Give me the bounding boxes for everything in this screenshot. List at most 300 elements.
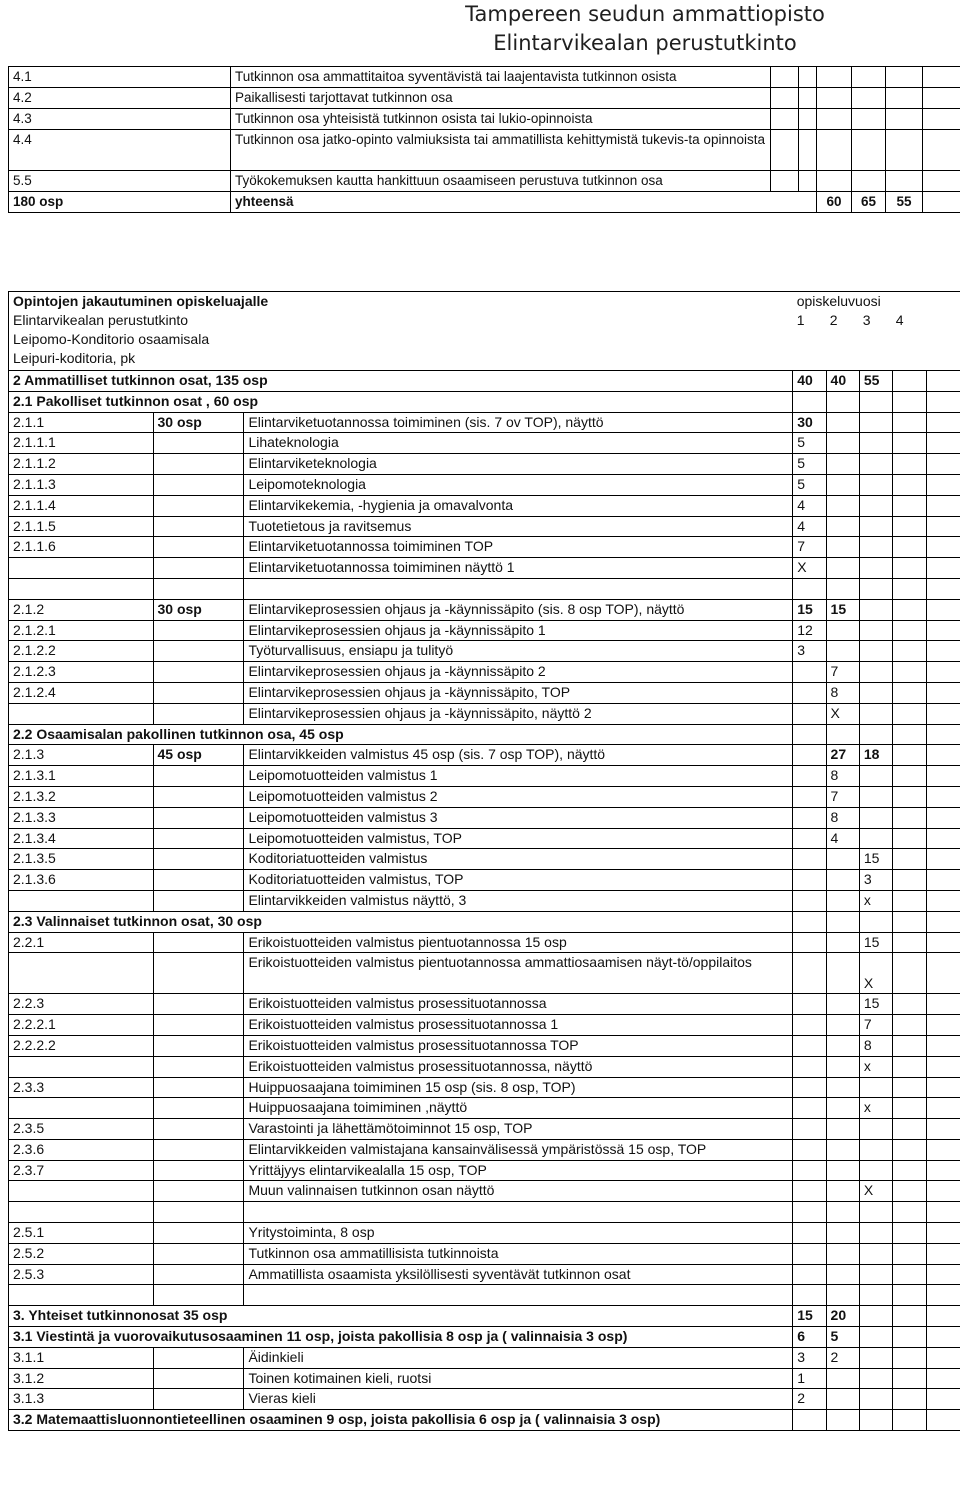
year-4-value: [893, 391, 926, 412]
main-table-row: [9, 1202, 960, 1223]
row-name: Elintarvikeprosessien ohjaus ja -käynnissäpito 2: [244, 662, 793, 683]
section-title: 3. Yhteiset tutkinnonosat 35 osp: [9, 1306, 793, 1327]
year-4-value: [893, 454, 926, 475]
year-1-value: [793, 1264, 826, 1285]
year-2-value: [826, 1098, 859, 1119]
empty-cell: [886, 88, 923, 109]
year-4-value: [893, 662, 926, 683]
empty-cell: [923, 67, 960, 88]
year-1-value: [793, 1077, 826, 1098]
year-1-value: X: [793, 558, 826, 579]
main-table-row: [9, 1285, 960, 1306]
empty-cell: [926, 1347, 960, 1368]
row-name: Huippuosaajana toimiminen ,näyttö: [244, 1098, 793, 1119]
main-table-row: [9, 953, 960, 994]
year-4-value: [893, 433, 926, 454]
year-4-value: [893, 1327, 926, 1348]
year-2-value: 8: [826, 766, 859, 787]
main-table-row: [9, 1410, 960, 1431]
empty-cell: [926, 454, 960, 475]
row-name: Leipomotuotteiden valmistus 2: [244, 786, 793, 807]
main-table-row: [9, 849, 960, 870]
year-number: 4: [895, 312, 904, 328]
empty-cell: [926, 1160, 960, 1181]
empty-cell: [926, 849, 960, 870]
row-code: [9, 703, 154, 724]
year-2-value: 8: [826, 807, 859, 828]
year-1-value: 3: [793, 641, 826, 662]
year-1-value: [793, 578, 826, 599]
main-header-row: [9, 292, 960, 371]
row-name: Muun valinnaisen tutkinnon osan näyttö: [244, 1181, 793, 1202]
row-osp: [153, 433, 244, 454]
year-1-value: 5: [793, 454, 826, 475]
row-code: 2.1.2.3: [9, 662, 154, 683]
row-osp: [153, 1285, 244, 1306]
total-label: yhteensä: [231, 192, 817, 213]
year-4-value: [893, 849, 926, 870]
row-code: [9, 1285, 154, 1306]
year-3-value: [859, 1368, 892, 1389]
year-3-value: [859, 1119, 892, 1140]
empty-cell: [926, 1202, 960, 1223]
year-1-value: 6: [793, 1327, 826, 1348]
row-osp: [153, 641, 244, 662]
year-3-value: [859, 807, 892, 828]
year-3-value: 15: [859, 849, 892, 870]
year-2-value: [826, 1368, 859, 1389]
row-name: Elintarviketeknologia: [244, 454, 793, 475]
row-name: Tuotetietous ja ravitsemus: [244, 516, 793, 537]
year-3-value: [859, 1223, 892, 1244]
row-code: [9, 1202, 154, 1223]
row-osp: [153, 1139, 244, 1160]
empty-cell: [852, 171, 886, 192]
year-3-value: 55: [859, 371, 892, 392]
empty-cell: [886, 171, 923, 192]
year-2-value: [826, 1015, 859, 1036]
main-table-row: [9, 870, 960, 891]
year-2-value: [826, 1160, 859, 1181]
row-osp: [153, 890, 244, 911]
year-2-value: 8: [826, 682, 859, 703]
row-name: Leipomotuotteiden valmistus 3: [244, 807, 793, 828]
year-2-value: [826, 1264, 859, 1285]
row-name: Lihateknologia: [244, 433, 793, 454]
year-1-value: 30: [793, 412, 826, 433]
row-osp: [153, 828, 244, 849]
empty-cell: [926, 1285, 960, 1306]
empty-cell: [852, 67, 886, 88]
main-table-row: [9, 391, 960, 412]
row-code: 2.1.3.1: [9, 766, 154, 787]
year-2-value: [826, 1285, 859, 1306]
main-table-row: [9, 1098, 960, 1119]
empty-cell: [926, 1056, 960, 1077]
main-table-row: [9, 537, 960, 558]
year-3-value: [859, 766, 892, 787]
year-1-value: 40: [793, 371, 826, 392]
main-table-row: [9, 1306, 960, 1327]
row-code: 2.1.2.4: [9, 682, 154, 703]
row-code: 2.5.2: [9, 1243, 154, 1264]
year-2-value: 5: [826, 1327, 859, 1348]
year-2-value: [826, 1202, 859, 1223]
year-1-value: [793, 1056, 826, 1077]
year-3-value: [859, 662, 892, 683]
row-osp: [153, 932, 244, 953]
year-3-value: [859, 1347, 892, 1368]
year-2-value: [826, 1077, 859, 1098]
section-title: 2.1 Pakolliset tutkinnon osat , 60 osp: [9, 391, 793, 412]
row-code: 4.1: [9, 67, 231, 88]
top-table-body: [9, 67, 960, 213]
year-1-value: [793, 745, 826, 766]
row-osp: [153, 1347, 244, 1368]
top-table-row: [9, 88, 960, 109]
year-1-value: [793, 1119, 826, 1140]
top-table: [8, 66, 960, 213]
year-4-value: [893, 890, 926, 911]
row-name: Elintarvikeprosessien ohjaus ja -käynnissäpito 1: [244, 620, 793, 641]
year-2-value: [826, 412, 859, 433]
year-3-value: [859, 578, 892, 599]
row-osp: [153, 953, 244, 994]
year-2-value: 7: [826, 662, 859, 683]
main-table-row: [9, 1243, 960, 1264]
year-1-value: [793, 1181, 826, 1202]
main-table-row: [9, 932, 960, 953]
row-osp: [153, 620, 244, 641]
empty-cell: [799, 171, 817, 192]
row-osp: [153, 1368, 244, 1389]
main-table-row: [9, 1223, 960, 1244]
year-4-value: [893, 578, 926, 599]
year-1-value: [793, 994, 826, 1015]
row-name: Vieras kieli: [244, 1389, 793, 1410]
section-title: 3.1 Viestintä ja vuorovaikutusosaaminen 11 osp, joista pakollisia 8 osp ja ( valinnaisia 3 osp): [9, 1327, 793, 1348]
year-4-value: [893, 1202, 926, 1223]
year-3-value: [859, 558, 892, 579]
year-1-value: 4: [793, 516, 826, 537]
row-name: Elintarvikkeiden valmistus näyttö, 3: [244, 890, 793, 911]
empty-cell: [926, 537, 960, 558]
row-name: Yrittäjyys elintarvikealalla 15 osp, TOP: [244, 1160, 793, 1181]
year-4-value: [893, 1139, 926, 1160]
empty-cell: [926, 1368, 960, 1389]
year-2-value: [826, 495, 859, 516]
year-4-value: [893, 1347, 926, 1368]
row-osp: [153, 1119, 244, 1140]
year-3-value: [859, 454, 892, 475]
year-4-value: [893, 1243, 926, 1264]
empty-cell: [926, 371, 960, 392]
empty-cell: [926, 932, 960, 953]
row-name: Koditoriatuotteiden valmistus, TOP: [244, 870, 793, 891]
row-code: 2.1.3.2: [9, 786, 154, 807]
year-3-value: [859, 474, 892, 495]
empty-cell: [926, 1389, 960, 1410]
year-1-value: 2: [793, 1389, 826, 1410]
main-table-row: [9, 1181, 960, 1202]
row-code: 2.1.3.4: [9, 828, 154, 849]
row-code: 4.2: [9, 88, 231, 109]
qualification-line: Leipuri-koditoria, pk: [13, 350, 136, 366]
year-header-cell: [793, 292, 960, 371]
row-osp: [153, 558, 244, 579]
empty-cell: [926, 1223, 960, 1244]
year-2-value: [826, 516, 859, 537]
year-2-value: [826, 724, 859, 745]
row-code: 2.1.1.3: [9, 474, 154, 495]
empty-cell: [926, 391, 960, 412]
year-1-value: [793, 953, 826, 994]
row-title: Tutkinnon osa ammattitaitoa syventävistä tai laajentavista tutkinnon osista: [231, 67, 771, 88]
top-table-row: [9, 109, 960, 130]
year-3-value: X: [859, 953, 892, 994]
year-4-value: [893, 1098, 926, 1119]
year-1-value: 4: [793, 495, 826, 516]
main-table-row: [9, 1056, 960, 1077]
row-code: [9, 558, 154, 579]
row-osp: 30 osp: [153, 412, 244, 433]
row-osp: 45 osp: [153, 745, 244, 766]
year-4-value: [893, 1056, 926, 1077]
row-code: 2.1.1.1: [9, 433, 154, 454]
section-title: 2.2 Osaamisalan pakollinen tutkinnon osa, 45 osp: [9, 724, 793, 745]
row-title: Tutkinnon osa jatko-opinto valmiuksista tai ammatillista kehittymistä tukevis-ta opinnoista: [231, 130, 771, 171]
main-table-row: [9, 558, 960, 579]
row-osp: [153, 682, 244, 703]
main-table-row: [9, 495, 960, 516]
empty-cell: [926, 1327, 960, 1348]
year-4-value: [893, 994, 926, 1015]
row-name: [244, 1285, 793, 1306]
year-2-value: [826, 849, 859, 870]
year-3-value: [859, 724, 892, 745]
row-name: Elintarviketuotannossa toimiminen TOP: [244, 537, 793, 558]
year-3-value: [859, 516, 892, 537]
year-3-value: [859, 1264, 892, 1285]
year-4-value: [893, 932, 926, 953]
year-2-value: 20: [826, 1306, 859, 1327]
year-4-value: [893, 703, 926, 724]
year-2-value: [826, 1410, 859, 1431]
year-1-value: [793, 849, 826, 870]
main-table-row: [9, 786, 960, 807]
year-3-value: [859, 1243, 892, 1264]
row-osp: [153, 1160, 244, 1181]
year-1-value: [793, 766, 826, 787]
year-3-value: x: [859, 890, 892, 911]
empty-cell: [926, 745, 960, 766]
row-title: Työkokemuksen kautta hankittuun osaamiseen perustuva tutkinnon osa: [231, 171, 771, 192]
empty-cell: [923, 88, 960, 109]
main-table-row: [9, 474, 960, 495]
row-name: Äidinkieli: [244, 1347, 793, 1368]
row-name: Elintarvikkeiden valmistajana kansainvälisessä ympäristössä 15 osp, TOP: [244, 1139, 793, 1160]
row-osp: [153, 1243, 244, 1264]
empty-cell: [926, 433, 960, 454]
year-3-value: [859, 682, 892, 703]
empty-cell: [926, 620, 960, 641]
row-osp: [153, 766, 244, 787]
empty-cell: [886, 130, 923, 171]
empty-cell: [886, 67, 923, 88]
year-4-value: [893, 558, 926, 579]
row-osp: 30 osp: [153, 599, 244, 620]
main-table-row: [9, 766, 960, 787]
degree-name: Elintarvikealan perustutkinto: [493, 31, 797, 55]
empty-cell: [926, 1306, 960, 1327]
year-1-value: [793, 932, 826, 953]
year-4-value: [893, 786, 926, 807]
year-2-value: [826, 391, 859, 412]
row-name: Erikoistuotteiden valmistus pientuotannossa 15 osp: [244, 932, 793, 953]
row-code: 2.1.2.1: [9, 620, 154, 641]
year-1-value: 5: [793, 433, 826, 454]
year-1-value: 3: [793, 1347, 826, 1368]
year-3-value: [859, 1306, 892, 1327]
document-header: [330, 0, 960, 58]
empty-cell: [926, 1264, 960, 1285]
empty-cell: [926, 599, 960, 620]
year-3-value: [859, 1327, 892, 1348]
year-1-value: [793, 1139, 826, 1160]
year-3-value: [859, 1202, 892, 1223]
empty-cell: [926, 1410, 960, 1431]
year-2-value: [826, 474, 859, 495]
year-3-value: [859, 641, 892, 662]
empty-cell: [771, 130, 799, 171]
year-4-value: [893, 766, 926, 787]
empty-cell: [852, 109, 886, 130]
year-1-value: [793, 890, 826, 911]
row-name: Elintarviketuotannossa toimiminen (sis. 7 ov TOP), näyttö: [244, 412, 793, 433]
empty-cell: [799, 88, 817, 109]
year-1-value: [793, 870, 826, 891]
row-code: 2.1.3.6: [9, 870, 154, 891]
year-number: 1: [796, 312, 805, 328]
empty-cell: [926, 1181, 960, 1202]
year-1-value: [793, 1015, 826, 1036]
empty-cell: [926, 558, 960, 579]
empty-cell: [923, 130, 960, 171]
row-name: Erikoistuotteiden valmistus prosessituotannossa: [244, 994, 793, 1015]
row-name: [244, 1202, 793, 1223]
year-1-value: [793, 391, 826, 412]
year-2-value: [826, 578, 859, 599]
empty-cell: [926, 766, 960, 787]
year-4-value: [893, 1035, 926, 1056]
row-code: 2.3.3: [9, 1077, 154, 1098]
empty-cell: [852, 130, 886, 171]
empty-cell: [923, 171, 960, 192]
row-name: Elintarviketuotannossa toimiminen näyttö 1: [244, 558, 793, 579]
row-code: [9, 578, 154, 599]
year-1-value: [793, 724, 826, 745]
empty-cell: [817, 109, 852, 130]
year-2-value: X: [826, 703, 859, 724]
year-4-value: [893, 724, 926, 745]
row-code: 2.1.1.5: [9, 516, 154, 537]
empty-cell: [799, 67, 817, 88]
main-table-row: [9, 1327, 960, 1348]
year-3-value: [859, 1410, 892, 1431]
row-code: [9, 1181, 154, 1202]
total-y3: 55: [886, 192, 923, 213]
row-name: Erikoistuotteiden valmistus prosessituotannossa 1: [244, 1015, 793, 1036]
row-code: 3.1.3: [9, 1389, 154, 1410]
row-osp: [153, 578, 244, 599]
row-code: 4.4: [9, 130, 231, 171]
header-cell: [9, 292, 793, 371]
main-table-row: [9, 1347, 960, 1368]
year-1-value: [793, 682, 826, 703]
year-1-value: 15: [793, 599, 826, 620]
year-2-value: [826, 620, 859, 641]
year-3-value: [859, 1139, 892, 1160]
empty-cell: [926, 994, 960, 1015]
year-1-value: [793, 911, 826, 932]
row-osp: [153, 1035, 244, 1056]
main-table-row: [9, 1077, 960, 1098]
total-y2: 65: [852, 192, 886, 213]
year-4-value: [893, 1181, 926, 1202]
row-code: [9, 1098, 154, 1119]
year-2-value: [826, 537, 859, 558]
empty-cell: [817, 171, 852, 192]
year-1-value: [793, 1410, 826, 1431]
top-table-row: [9, 130, 960, 171]
main-table-row: [9, 911, 960, 932]
row-osp: [153, 703, 244, 724]
empty-cell: [926, 495, 960, 516]
row-code: [9, 953, 154, 994]
row-osp: [153, 807, 244, 828]
empty-cell: [771, 171, 799, 192]
empty-cell: [923, 109, 960, 130]
degree-line: Elintarvikealan perustutkinto: [13, 312, 189, 328]
year-3-value: [859, 911, 892, 932]
year-4-value: [893, 1119, 926, 1140]
year-2-value: [826, 641, 859, 662]
row-title: Paikallisesti tarjottavat tutkinnon osa: [231, 88, 771, 109]
empty-cell: [799, 130, 817, 171]
year-2-value: [826, 1139, 859, 1160]
year-2-value: [826, 433, 859, 454]
row-name: Elintarvikeprosessien ohjaus ja -käynnissäpito (sis. 8 osp TOP), näyttö: [244, 599, 793, 620]
year-2-value: 15: [826, 599, 859, 620]
row-osp: [153, 1264, 244, 1285]
row-osp: [153, 1077, 244, 1098]
row-code: 2.2.2.1: [9, 1015, 154, 1036]
empty-cell: [926, 703, 960, 724]
empty-cell: [817, 130, 852, 171]
main-table: [8, 291, 960, 1431]
main-table-row: [9, 620, 960, 641]
year-3-value: 7: [859, 1015, 892, 1036]
empty-cell: [926, 1098, 960, 1119]
empty-cell: [817, 88, 852, 109]
row-code: 2.2.2.2: [9, 1035, 154, 1056]
year-4-value: [893, 1285, 926, 1306]
empty-cell: [926, 1035, 960, 1056]
row-name: Huippuosaajana toimiminen 15 osp (sis. 8 osp, TOP): [244, 1077, 793, 1098]
year-4-value: [893, 371, 926, 392]
year-2-value: [826, 1056, 859, 1077]
year-1-value: 15: [793, 1306, 826, 1327]
